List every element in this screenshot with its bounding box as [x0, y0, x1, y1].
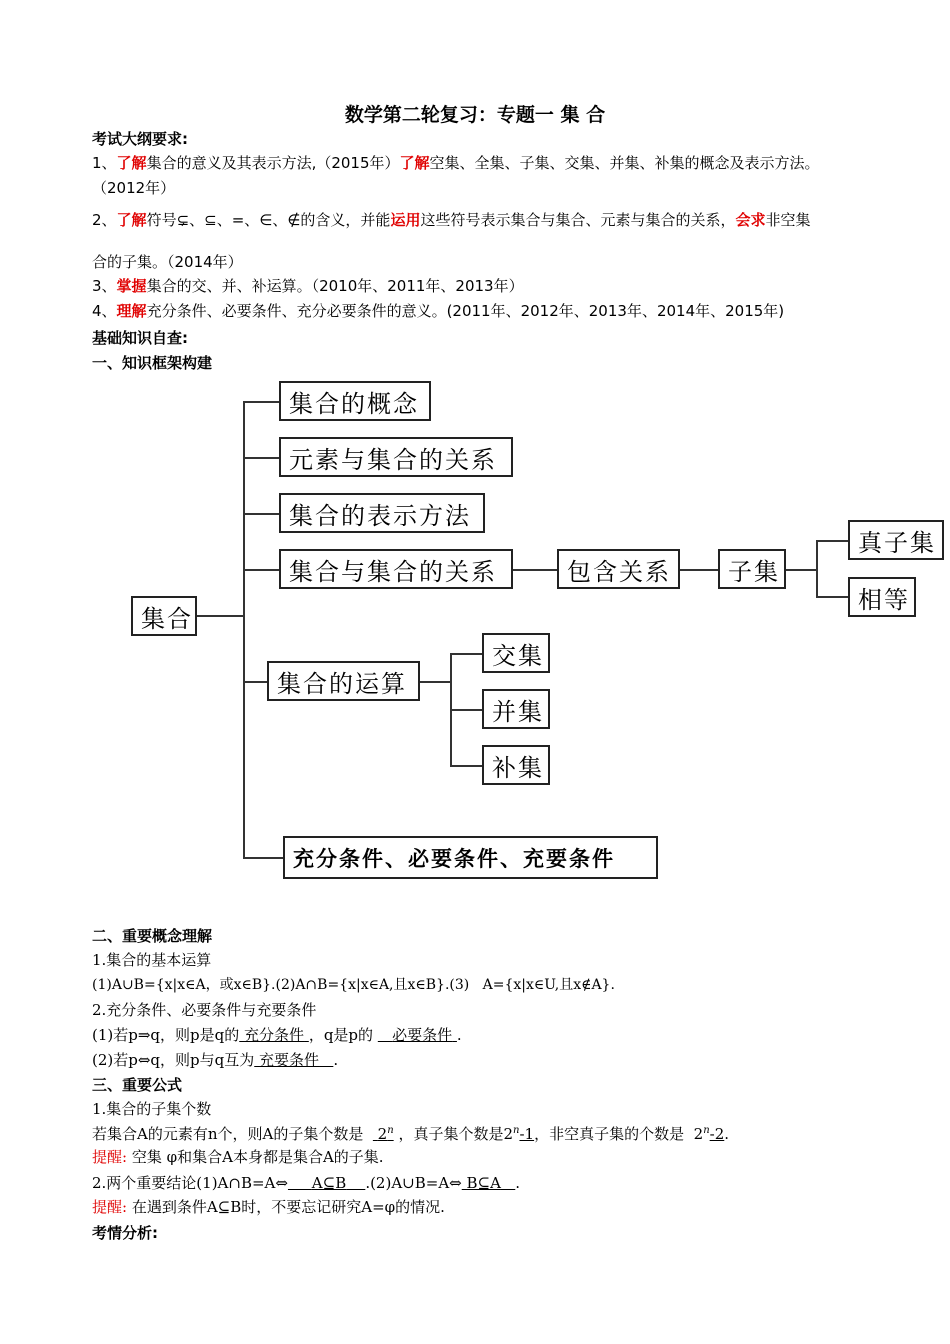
node-conditions: 充分条件、必要条件、充要条件 [283, 836, 658, 879]
answer-necessary: 必要条件 [392, 1026, 453, 1044]
formula-1-line: 若集合A的元素有n个，则A的子集个数是 2$^n$ ，真子集个数是2$^n$-1，非空真子集的个数是 2$^n$-2. [92, 1125, 730, 1143]
node-operations: 集合的运算 [267, 661, 420, 701]
connector [680, 569, 718, 571]
item-text: 空集、全集、子集、交集、并集、补集的概念及表示方法。 [429, 154, 820, 172]
item-text: 非空集 [765, 211, 811, 229]
keyword: 理解 [116, 302, 147, 320]
node-union: 并集 [482, 689, 550, 729]
syllabus-item-1 [92, 152, 820, 173]
connector [816, 540, 848, 542]
item-number: 3、 [92, 277, 117, 295]
section-1-heading: 一、知识框架构建 [92, 354, 213, 372]
node-concept: 集合的概念 [279, 381, 431, 421]
connector [419, 681, 451, 683]
cond-line-2: (2)若p⇔q，则p与q互为 充要条件 . [92, 1051, 339, 1069]
connector [513, 569, 557, 571]
branch-line [816, 540, 818, 598]
node-intersection: 交集 [482, 633, 550, 673]
keyword: 掌握 [116, 277, 147, 295]
keyword: 会求 [735, 211, 766, 229]
answer-nonempty-proper-count: 2$^n$-2 [693, 1125, 725, 1143]
cond-text: (1)若p⇒q，则p是q的 [92, 1026, 240, 1044]
keyword: 了解 [116, 154, 147, 172]
ops-definitions [92, 974, 615, 994]
section-3-heading: 三、重要公式 [92, 1076, 183, 1094]
tip-label: 提醒: [92, 1148, 128, 1166]
page-title: 数学第二轮复习：专题一 集 合 [344, 104, 606, 126]
self-check-heading: 基础知识自查: [92, 329, 188, 347]
analysis-heading: 考情分析: [92, 1224, 158, 1242]
connector [243, 569, 279, 571]
formula-2-line: 2.两个重要结论(1)A∩B=A⇔ A⊆B .(2)A∪B=A⇔ B⊆A . [92, 1174, 521, 1192]
syllabus-item-1-cont: （2012年） [92, 179, 176, 197]
node-containment: 包含关系 [557, 549, 680, 589]
tip-label: 提醒: [92, 1198, 128, 1216]
answer-proper-subset-count: 2$^n$-1 [503, 1125, 535, 1143]
node-set-relation: 集合与集合的关系 [279, 549, 513, 589]
connector [243, 513, 279, 515]
node-subset: 子集 [718, 549, 786, 589]
ops-text: (1)A∪B={x|x∈A，或x∈B}.(2)A∩B={x|x∈A,且x∈B}.(3) [92, 977, 470, 993]
item-number: 2、 [92, 211, 117, 229]
item-text: 集合的交、并、补运算。（2010年、2011年、2013年） [146, 277, 524, 295]
set-symbols: ⊊、⊆、=、∈、∉ [176, 211, 301, 229]
cond-text: (2)若p⇔q，则p与q互为 [92, 1051, 255, 1069]
connector [196, 615, 244, 617]
connector [243, 857, 283, 859]
item-text: 充分条件、必要条件、充分必要条件的意义。(2011年、2012年、2013年、2014年、2015年) [146, 302, 785, 320]
syllabus-item-3 [92, 275, 524, 296]
keyword: 运用 [390, 211, 421, 229]
connector [243, 457, 279, 459]
item-text: 集合的意义及其表示方法,（2015年） [146, 154, 400, 172]
answer-subset-count: 2$^n$ [377, 1125, 394, 1143]
node-equal: 相等 [848, 577, 916, 617]
node-element-relation: 元素与集合的关系 [279, 437, 513, 477]
cond-line-1: (1)若p⇒q，则p是q的 充分条件 ，q是p的 必要条件 . [92, 1026, 462, 1044]
syllabus-item-4 [92, 300, 784, 321]
item-text: 符号 [146, 211, 177, 229]
connector [243, 681, 267, 683]
complement-definition: A={x|x∈U,且x∉A}. [482, 977, 615, 993]
section-2-heading: 二、重要概念理解 [92, 927, 213, 945]
tip-text: 空集 φ和集合A本身都是集合A的子集. [131, 1148, 384, 1166]
tip-1 [92, 1146, 384, 1167]
cond-text: ，q是p的 [308, 1026, 374, 1044]
answer-sufficient: 充分条件 [244, 1026, 305, 1044]
keyword: 了解 [116, 211, 147, 229]
node-proper-subset: 真子集 [848, 520, 944, 560]
keyword: 了解 [399, 154, 430, 172]
tip-text: 在遇到条件A⊆B时，不要忘记研究A=φ的情况. [131, 1198, 445, 1216]
connector [785, 569, 817, 571]
item-text: 这些符号表示集合与集合、元素与集合的关系， [420, 211, 736, 229]
item-number: 1、 [92, 154, 117, 172]
answer-a-subset-b: A⊆B [311, 1174, 347, 1192]
syllabus-heading: 考试大纲要求: [92, 130, 188, 148]
tip-2 [92, 1196, 445, 1217]
item-text: 的含义，并能 [300, 211, 391, 229]
connector [450, 709, 482, 711]
node-root: 集合 [131, 596, 197, 636]
node-representation: 集合的表示方法 [279, 493, 485, 533]
trunk-line [243, 401, 245, 859]
connector [243, 401, 279, 403]
syllabus-item-2-cont: 合的子集。（2014年） [92, 253, 243, 271]
syllabus-item-2 [92, 209, 811, 230]
connector [816, 596, 848, 598]
answer-b-subset-a: B⊆A [466, 1174, 501, 1192]
answer-sufficient-necessary: 充要条件 [259, 1051, 320, 1069]
connector [450, 765, 482, 767]
connector [450, 653, 482, 655]
formula-1-heading: 1.集合的子集个数 [92, 1100, 212, 1118]
node-complement: 补集 [482, 745, 550, 785]
ops-heading: 1.集合的基本运算 [92, 951, 212, 969]
cond-heading: 2.充分条件、必要条件与充要条件 [92, 1001, 317, 1019]
item-number: 4、 [92, 302, 117, 320]
